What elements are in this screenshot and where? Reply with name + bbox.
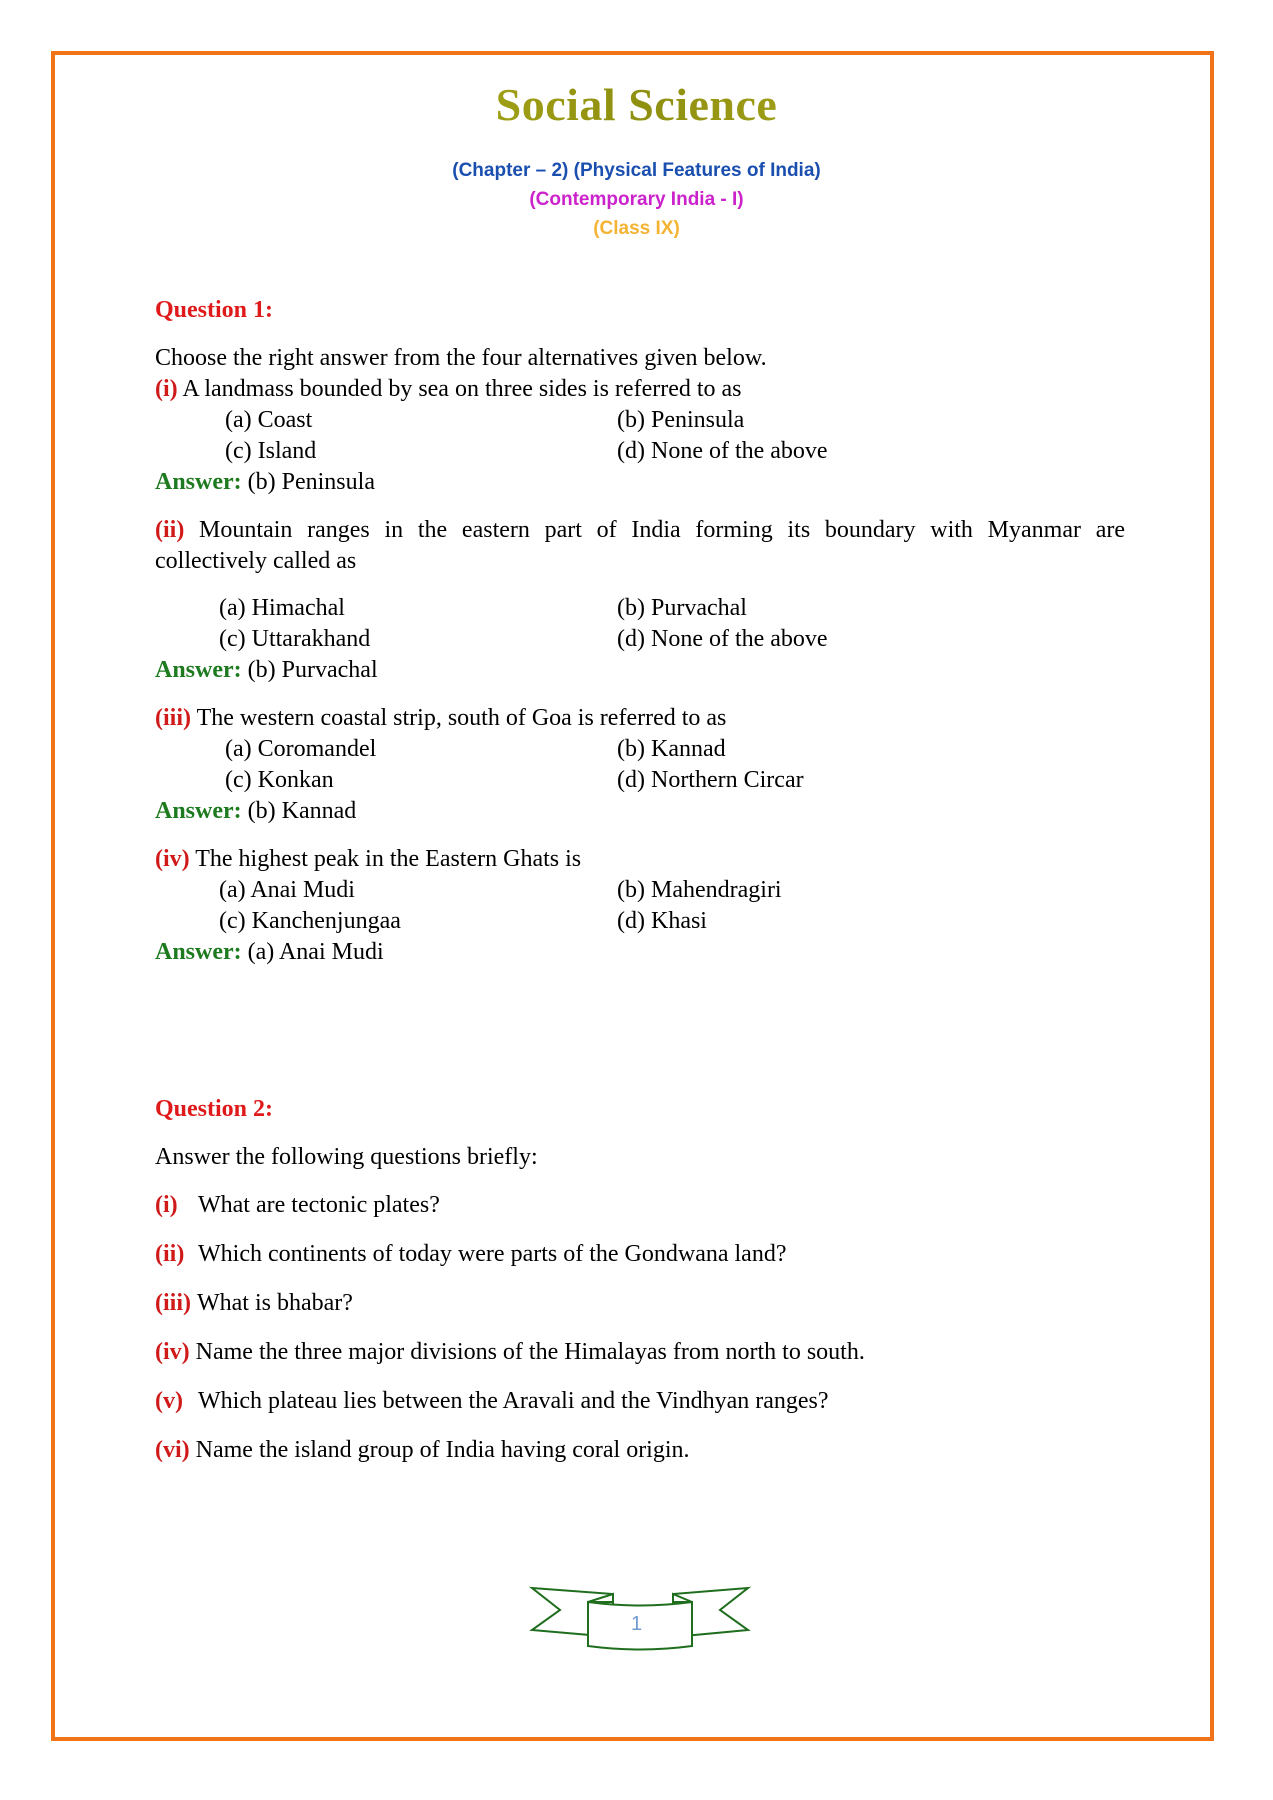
item-text: A landmass bounded by sea on three sides is referred to as xyxy=(177,376,742,402)
item-number: (i) xyxy=(155,1192,178,1218)
q1-item-iv-answer xyxy=(155,939,384,966)
question-2-heading: Question 2: xyxy=(155,1096,274,1122)
class-subtitle: (Class IX) xyxy=(593,218,680,239)
item-number: (ii) xyxy=(155,517,185,543)
option-c: (c) Konkan xyxy=(225,767,334,793)
q2-item-iv xyxy=(155,1339,865,1366)
option-b: (b) Kannad xyxy=(617,736,726,762)
option-d: (d) None of the above xyxy=(617,438,828,464)
q1-item-ii-answer xyxy=(155,657,378,684)
question-2-instruction: Answer the following questions briefly: xyxy=(155,1144,538,1170)
book-subtitle: (Contemporary India - I) xyxy=(529,189,744,210)
question-1-instruction: Choose the right answer from the four alternatives given below. xyxy=(155,345,767,371)
q2-item-v xyxy=(155,1388,829,1415)
option-a: (a) Himachal xyxy=(219,595,345,621)
option-d: (d) Northern Circar xyxy=(617,767,804,793)
item-number: (vi) xyxy=(155,1437,190,1463)
answer-label: Answer: xyxy=(155,657,242,683)
item-number: (iv) xyxy=(155,846,190,872)
item-number: (ii) xyxy=(155,1241,185,1267)
q1-item-ii-continued: collectively called as xyxy=(155,548,357,574)
option-a: (a) Anai Mudi xyxy=(219,877,355,903)
answer-text: (b) Kannad xyxy=(241,798,357,824)
item-number: (i) xyxy=(155,376,178,402)
q2-item-ii xyxy=(155,1241,786,1268)
option-c: (c) Island xyxy=(225,438,317,464)
option-a: (a) Coromandel xyxy=(225,736,377,762)
answer-label: Answer: xyxy=(155,939,242,965)
question-1-heading: Question 1: xyxy=(155,297,274,323)
answer-text: (b) Purvachal xyxy=(241,657,378,683)
option-a: (a) Coast xyxy=(225,407,313,433)
item-text: What are tectonic plates? xyxy=(198,1192,440,1218)
answer-label: Answer: xyxy=(155,798,242,824)
option-b: (b) Purvachal xyxy=(617,595,747,621)
item-number: (iii) xyxy=(155,705,191,731)
chapter-subtitle: (Chapter – 2) (Physical Features of India) xyxy=(452,160,821,181)
q1-item-i-answer xyxy=(155,469,375,496)
q1-item-i xyxy=(155,376,742,403)
page-number: 1 xyxy=(630,1613,643,1635)
option-b: (b) Peninsula xyxy=(617,407,745,433)
option-d: (d) Khasi xyxy=(617,908,707,934)
q2-item-i xyxy=(155,1192,440,1219)
q1-item-iv xyxy=(155,846,581,873)
item-number: (v) xyxy=(155,1388,183,1414)
option-c: (c) Uttarakhand xyxy=(219,626,371,652)
item-text: Name the three major divisions of the Himalayas from north to south. xyxy=(195,1339,865,1365)
option-b: (b) Mahendragiri xyxy=(617,877,782,903)
answer-text: (b) Peninsula xyxy=(241,469,375,495)
item-text: What is bhabar? xyxy=(197,1290,353,1316)
q1-item-ii xyxy=(155,517,1125,544)
q1-item-iii-answer xyxy=(155,798,356,825)
item-text: The highest peak in the Eastern Ghats is xyxy=(189,846,582,872)
item-text: Mountain ranges in the eastern part of India forming its boundary with Myanmar are xyxy=(184,517,1125,543)
item-number: (iii) xyxy=(155,1290,191,1316)
item-number: (iv) xyxy=(155,1339,190,1365)
option-d: (d) None of the above xyxy=(617,626,828,652)
item-text: Which plateau lies between the Aravali and the Vindhyan ranges? xyxy=(198,1388,829,1414)
q1-item-iii xyxy=(155,705,726,732)
item-text: The western coastal strip, south of Goa is referred to as xyxy=(191,705,727,731)
answer-text: (a) Anai Mudi xyxy=(241,939,384,965)
item-text: Which continents of today were parts of the Gondwana land? xyxy=(198,1241,787,1267)
q2-item-vi xyxy=(155,1437,690,1464)
page-title: Social Science xyxy=(0,78,1273,131)
answer-label: Answer: xyxy=(155,469,242,495)
option-c: (c) Kanchenjungaa xyxy=(219,908,401,934)
q2-item-iii xyxy=(155,1290,353,1317)
item-text: Name the island group of India having coral origin. xyxy=(195,1437,690,1463)
